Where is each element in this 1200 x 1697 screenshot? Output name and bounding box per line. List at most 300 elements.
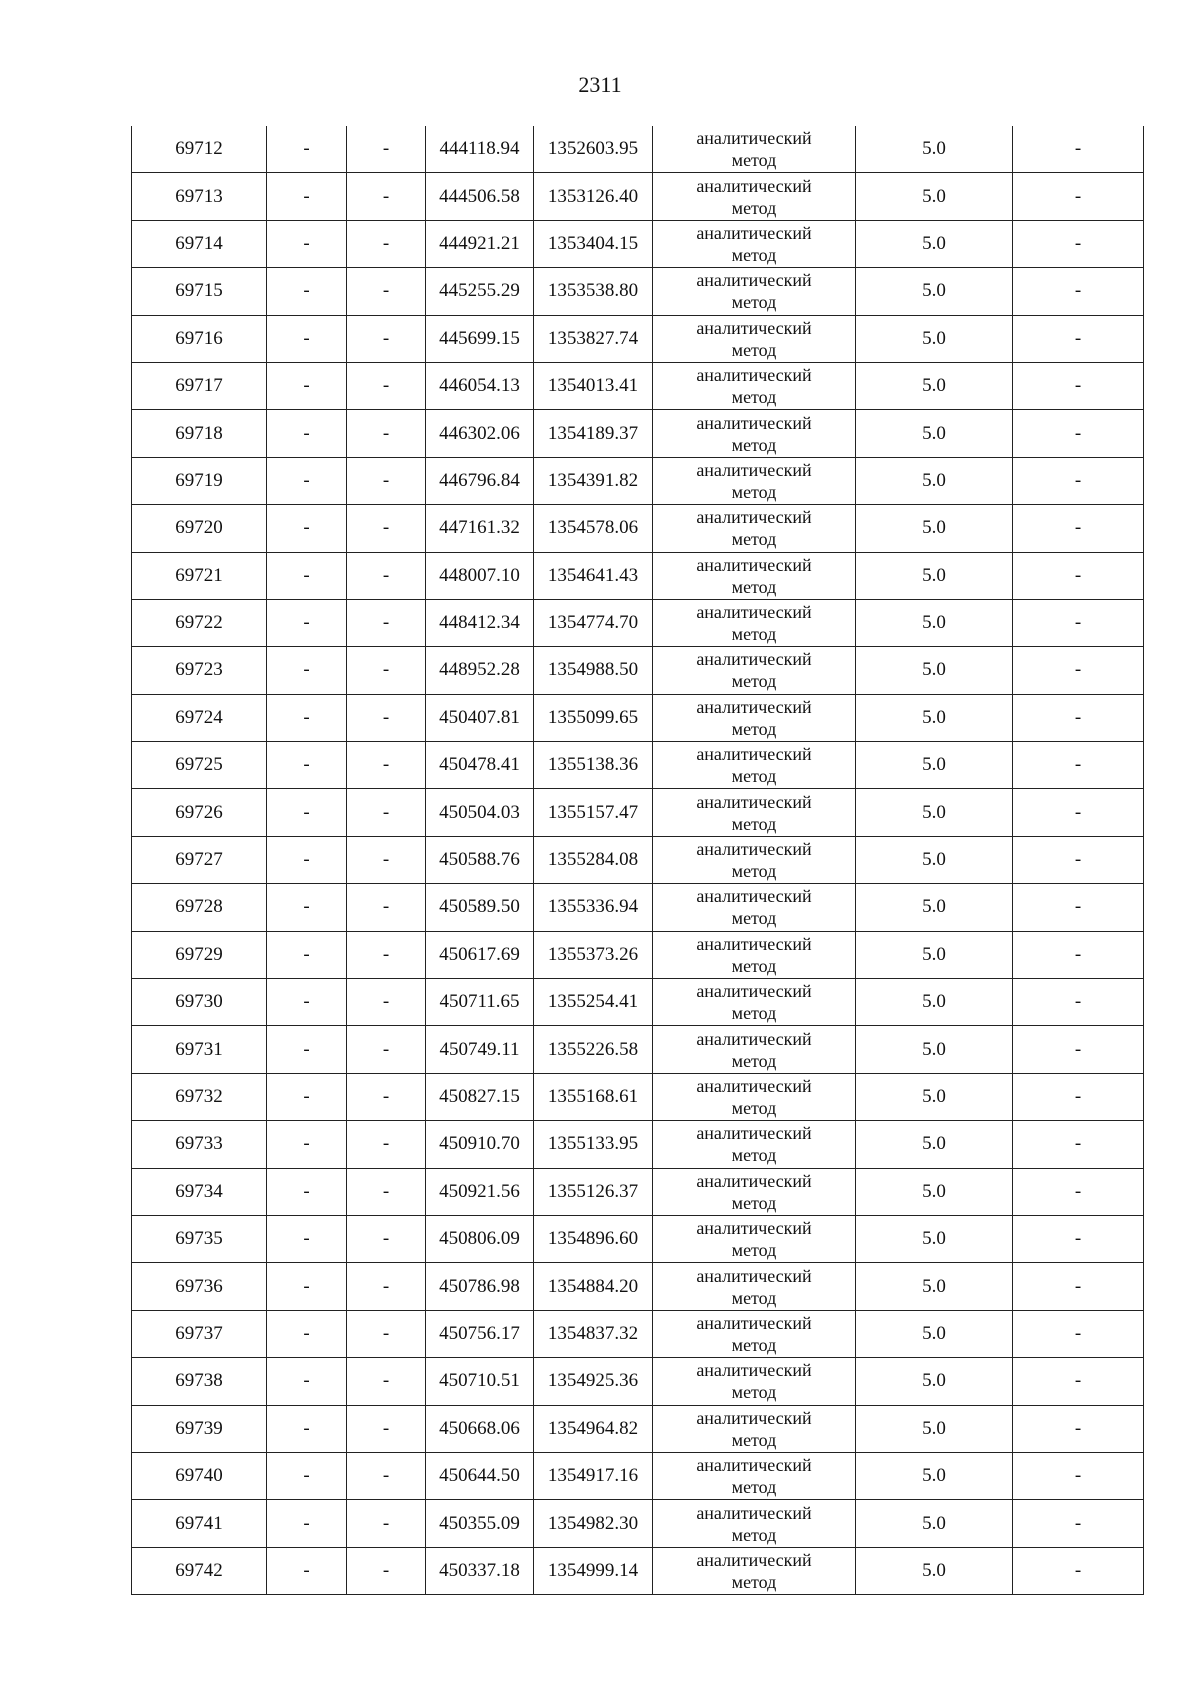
point-number-cell: 69740	[132, 1452, 267, 1499]
method-text: метод	[731, 718, 777, 739]
empty-value-cell: -	[347, 789, 426, 836]
y-coordinate-cell: 1354925.36	[534, 1358, 653, 1405]
method-text: метод	[731, 1003, 777, 1024]
empty-value-cell: -	[347, 1405, 426, 1452]
y-coordinate-cell: 1354774.70	[534, 599, 653, 646]
coordinates-table	[131, 126, 1144, 1595]
y-coordinate-cell: 1355133.95	[534, 1121, 653, 1168]
accuracy-cell: 5.0	[856, 742, 1013, 789]
method-text: метод	[731, 292, 777, 313]
empty-value-cell: -	[267, 742, 347, 789]
method-cell	[653, 742, 856, 789]
point-number-cell: 69724	[132, 694, 267, 741]
accuracy-cell: 5.0	[856, 362, 1013, 409]
table-row	[132, 931, 1144, 978]
accuracy-cell: 5.0	[856, 1121, 1013, 1168]
accuracy-cell: 5.0	[856, 457, 1013, 504]
empty-value-cell: -	[347, 931, 426, 978]
method-text: аналитический	[696, 791, 812, 812]
x-coordinate-cell: 448412.34	[426, 599, 534, 646]
method-text: аналитический	[696, 1360, 812, 1381]
method-text: аналитический	[696, 1455, 812, 1476]
method-text: аналитический	[696, 1028, 812, 1049]
y-coordinate-cell: 1354988.50	[534, 647, 653, 694]
table-row	[132, 552, 1144, 599]
point-number-cell: 69721	[132, 552, 267, 599]
y-coordinate-cell: 1355336.94	[534, 884, 653, 931]
point-number-cell: 69719	[132, 457, 267, 504]
method-text: аналитический	[696, 1218, 812, 1239]
method-text: метод	[731, 1287, 777, 1308]
empty-value-cell: -	[347, 173, 426, 220]
method-text: аналитический	[696, 649, 812, 670]
empty-value-cell: -	[267, 979, 347, 1026]
accuracy-cell: 5.0	[856, 552, 1013, 599]
empty-value-cell: -	[267, 1310, 347, 1357]
point-number-cell: 69716	[132, 315, 267, 362]
empty-value-cell: -	[347, 1310, 426, 1357]
point-number-cell: 69737	[132, 1310, 267, 1357]
x-coordinate-cell: 450668.06	[426, 1405, 534, 1452]
method-text: метод	[731, 1240, 777, 1261]
point-number-cell: 69725	[132, 742, 267, 789]
empty-value-cell: -	[347, 1358, 426, 1405]
y-coordinate-cell: 1354964.82	[534, 1405, 653, 1452]
accuracy-cell: 5.0	[856, 884, 1013, 931]
x-coordinate-cell: 444118.94	[426, 126, 534, 173]
note-cell: -	[1013, 979, 1144, 1026]
y-coordinate-cell: 1353538.80	[534, 268, 653, 315]
point-number-cell: 69722	[132, 599, 267, 646]
accuracy-cell: 5.0	[856, 1405, 1013, 1452]
table-row	[132, 362, 1144, 409]
method-cell	[653, 1168, 856, 1215]
accuracy-cell: 5.0	[856, 315, 1013, 362]
empty-value-cell: -	[267, 1168, 347, 1215]
empty-value-cell: -	[267, 694, 347, 741]
note-cell: -	[1013, 362, 1144, 409]
y-coordinate-cell: 1355126.37	[534, 1168, 653, 1215]
x-coordinate-cell: 450589.50	[426, 884, 534, 931]
empty-value-cell: -	[267, 362, 347, 409]
note-cell: -	[1013, 1547, 1144, 1594]
empty-value-cell: -	[347, 1263, 426, 1310]
x-coordinate-cell: 450504.03	[426, 789, 534, 836]
table-body	[132, 126, 1144, 1595]
table-row	[132, 1547, 1144, 1594]
x-coordinate-cell: 450711.65	[426, 979, 534, 1026]
y-coordinate-cell: 1355373.26	[534, 931, 653, 978]
x-coordinate-cell: 450407.81	[426, 694, 534, 741]
point-number-cell: 69735	[132, 1215, 267, 1262]
method-cell	[653, 315, 856, 362]
x-coordinate-cell: 445255.29	[426, 268, 534, 315]
note-cell: -	[1013, 1073, 1144, 1120]
y-coordinate-cell: 1353404.15	[534, 220, 653, 267]
x-coordinate-cell: 447161.32	[426, 505, 534, 552]
y-coordinate-cell: 1355226.58	[534, 1026, 653, 1073]
empty-value-cell: -	[267, 836, 347, 883]
empty-value-cell: -	[347, 1452, 426, 1499]
empty-value-cell: -	[267, 126, 347, 173]
table-row	[132, 599, 1144, 646]
table-row	[132, 1026, 1144, 1073]
note-cell: -	[1013, 220, 1144, 267]
method-text: метод	[731, 1382, 777, 1403]
accuracy-cell: 5.0	[856, 931, 1013, 978]
accuracy-cell: 5.0	[856, 694, 1013, 741]
method-text: аналитический	[696, 696, 812, 717]
method-text: аналитический	[696, 602, 812, 623]
method-text: метод	[731, 434, 777, 455]
method-cell	[653, 220, 856, 267]
empty-value-cell: -	[267, 410, 347, 457]
method-text: метод	[731, 339, 777, 360]
empty-value-cell: -	[267, 173, 347, 220]
method-cell	[653, 931, 856, 978]
method-cell	[653, 836, 856, 883]
table-row	[132, 457, 1144, 504]
empty-value-cell: -	[267, 220, 347, 267]
method-cell	[653, 884, 856, 931]
note-cell: -	[1013, 1500, 1144, 1547]
empty-value-cell: -	[347, 457, 426, 504]
note-cell: -	[1013, 1026, 1144, 1073]
method-cell	[653, 505, 856, 552]
y-coordinate-cell: 1355284.08	[534, 836, 653, 883]
point-number-cell: 69717	[132, 362, 267, 409]
empty-value-cell: -	[267, 599, 347, 646]
note-cell: -	[1013, 173, 1144, 220]
point-number-cell: 69718	[132, 410, 267, 457]
method-text: аналитический	[696, 222, 812, 243]
point-number-cell: 69715	[132, 268, 267, 315]
y-coordinate-cell: 1354837.32	[534, 1310, 653, 1357]
empty-value-cell: -	[347, 836, 426, 883]
empty-value-cell: -	[347, 126, 426, 173]
method-text: аналитический	[696, 1170, 812, 1191]
y-coordinate-cell: 1352603.95	[534, 126, 653, 173]
x-coordinate-cell: 450710.51	[426, 1358, 534, 1405]
y-coordinate-cell: 1354391.82	[534, 457, 653, 504]
method-text: метод	[731, 1050, 777, 1071]
x-coordinate-cell: 450827.15	[426, 1073, 534, 1120]
accuracy-cell: 5.0	[856, 647, 1013, 694]
method-cell	[653, 1310, 856, 1357]
accuracy-cell: 5.0	[856, 1310, 1013, 1357]
method-text: метод	[731, 624, 777, 645]
accuracy-cell: 5.0	[856, 505, 1013, 552]
point-number-cell: 69741	[132, 1500, 267, 1547]
empty-value-cell: -	[347, 599, 426, 646]
note-cell: -	[1013, 1310, 1144, 1357]
method-text: метод	[731, 766, 777, 787]
method-text: аналитический	[696, 1265, 812, 1286]
accuracy-cell: 5.0	[856, 1168, 1013, 1215]
table-row	[132, 694, 1144, 741]
table-row	[132, 1310, 1144, 1357]
method-text: аналитический	[696, 933, 812, 954]
empty-value-cell: -	[267, 931, 347, 978]
method-cell	[653, 1073, 856, 1120]
accuracy-cell: 5.0	[856, 599, 1013, 646]
empty-value-cell: -	[267, 884, 347, 931]
method-cell	[653, 1405, 856, 1452]
note-cell: -	[1013, 742, 1144, 789]
table-row	[132, 1121, 1144, 1168]
table-row	[132, 789, 1144, 836]
note-cell: -	[1013, 315, 1144, 362]
accuracy-cell: 5.0	[856, 1073, 1013, 1120]
y-coordinate-cell: 1354013.41	[534, 362, 653, 409]
accuracy-cell: 5.0	[856, 979, 1013, 1026]
accuracy-cell: 5.0	[856, 1500, 1013, 1547]
method-text: аналитический	[696, 1407, 812, 1428]
note-cell: -	[1013, 410, 1144, 457]
x-coordinate-cell: 450786.98	[426, 1263, 534, 1310]
x-coordinate-cell: 450478.41	[426, 742, 534, 789]
table-row	[132, 979, 1144, 1026]
method-text: аналитический	[696, 1076, 812, 1096]
method-text: аналитический	[696, 270, 812, 291]
method-text: метод	[731, 529, 777, 550]
method-cell	[653, 126, 856, 173]
empty-value-cell: -	[347, 1215, 426, 1262]
table-row	[132, 1405, 1144, 1452]
method-text: аналитический	[696, 175, 812, 196]
point-number-cell: 69728	[132, 884, 267, 931]
method-cell	[653, 1215, 856, 1262]
accuracy-cell: 5.0	[856, 789, 1013, 836]
method-text: метод	[731, 244, 777, 265]
empty-value-cell: -	[347, 315, 426, 362]
point-number-cell: 69723	[132, 647, 267, 694]
method-cell	[653, 457, 856, 504]
table-row	[132, 647, 1144, 694]
page-number: 2311	[578, 72, 622, 97]
table-row	[132, 268, 1144, 315]
method-text: метод	[731, 861, 777, 882]
empty-value-cell: -	[347, 268, 426, 315]
y-coordinate-cell: 1355157.47	[534, 789, 653, 836]
y-coordinate-cell: 1355254.41	[534, 979, 653, 1026]
x-coordinate-cell: 444506.58	[426, 173, 534, 220]
point-number-cell: 69733	[132, 1121, 267, 1168]
note-cell: -	[1013, 1405, 1144, 1452]
method-cell	[653, 789, 856, 836]
empty-value-cell: -	[267, 505, 347, 552]
note-cell: -	[1013, 1263, 1144, 1310]
table-row	[132, 836, 1144, 883]
method-text: метод	[731, 1334, 777, 1355]
y-coordinate-cell: 1355138.36	[534, 742, 653, 789]
x-coordinate-cell: 448952.28	[426, 647, 534, 694]
note-cell: -	[1013, 1452, 1144, 1499]
empty-value-cell: -	[267, 1121, 347, 1168]
method-text: метод	[731, 150, 777, 171]
method-text: аналитический	[696, 839, 812, 860]
x-coordinate-cell: 450756.17	[426, 1310, 534, 1357]
y-coordinate-cell: 1354884.20	[534, 1263, 653, 1310]
y-coordinate-cell: 1354578.06	[534, 505, 653, 552]
method-text: метод	[731, 671, 777, 692]
empty-value-cell: -	[347, 1121, 426, 1168]
empty-value-cell: -	[267, 789, 347, 836]
point-number-cell: 69734	[132, 1168, 267, 1215]
accuracy-cell: 5.0	[856, 1358, 1013, 1405]
point-number-cell: 69730	[132, 979, 267, 1026]
empty-value-cell: -	[267, 1547, 347, 1594]
y-coordinate-cell: 1354896.60	[534, 1215, 653, 1262]
y-coordinate-cell: 1354999.14	[534, 1547, 653, 1594]
x-coordinate-cell: 450749.11	[426, 1026, 534, 1073]
method-cell	[653, 1547, 856, 1594]
table-row	[132, 126, 1144, 173]
empty-value-cell: -	[347, 1026, 426, 1073]
accuracy-cell: 5.0	[856, 220, 1013, 267]
empty-value-cell: -	[267, 1215, 347, 1262]
table-row	[132, 742, 1144, 789]
note-cell: -	[1013, 505, 1144, 552]
method-cell	[653, 1358, 856, 1405]
empty-value-cell: -	[347, 410, 426, 457]
point-number-cell: 69736	[132, 1263, 267, 1310]
method-text: метод	[731, 1429, 777, 1450]
method-cell	[653, 173, 856, 220]
method-text: аналитический	[696, 459, 812, 480]
y-coordinate-cell: 1353126.40	[534, 173, 653, 220]
method-text: аналитический	[696, 365, 812, 386]
empty-value-cell: -	[267, 1452, 347, 1499]
method-text: аналитический	[696, 886, 812, 907]
point-number-cell: 69742	[132, 1547, 267, 1594]
x-coordinate-cell: 445699.15	[426, 315, 534, 362]
y-coordinate-cell: 1355099.65	[534, 694, 653, 741]
x-coordinate-cell: 446054.13	[426, 362, 534, 409]
table-row	[132, 220, 1144, 267]
method-text: аналитический	[696, 412, 812, 433]
method-cell	[653, 694, 856, 741]
method-cell	[653, 362, 856, 409]
x-coordinate-cell: 450588.76	[426, 836, 534, 883]
empty-value-cell: -	[267, 268, 347, 315]
method-cell	[653, 552, 856, 599]
point-number-cell: 69739	[132, 1405, 267, 1452]
x-coordinate-cell: 450644.50	[426, 1452, 534, 1499]
accuracy-cell: 5.0	[856, 126, 1013, 173]
method-text: аналитический	[696, 317, 812, 338]
method-text: метод	[731, 387, 777, 408]
point-number-cell: 69726	[132, 789, 267, 836]
table-row	[132, 1168, 1144, 1215]
method-cell	[653, 647, 856, 694]
note-cell: -	[1013, 552, 1144, 599]
empty-value-cell: -	[347, 647, 426, 694]
method-text: аналитический	[696, 128, 812, 149]
method-text: метод	[731, 1477, 777, 1498]
note-cell: -	[1013, 457, 1144, 504]
note-cell: -	[1013, 268, 1144, 315]
x-coordinate-cell: 450921.56	[426, 1168, 534, 1215]
method-cell	[653, 1121, 856, 1168]
method-text: метод	[731, 813, 777, 834]
x-coordinate-cell: 446796.84	[426, 457, 534, 504]
empty-value-cell: -	[347, 1547, 426, 1594]
empty-value-cell: -	[347, 362, 426, 409]
accuracy-cell: 5.0	[856, 836, 1013, 883]
x-coordinate-cell: 450617.69	[426, 931, 534, 978]
table-row	[132, 884, 1144, 931]
method-cell	[653, 979, 856, 1026]
accuracy-cell: 5.0	[856, 1263, 1013, 1310]
empty-value-cell: -	[267, 315, 347, 362]
note-cell: -	[1013, 599, 1144, 646]
note-cell: -	[1013, 694, 1144, 741]
note-cell: -	[1013, 1121, 1144, 1168]
table-row	[132, 1452, 1144, 1499]
y-coordinate-cell: 1354189.37	[534, 410, 653, 457]
x-coordinate-cell: 450337.18	[426, 1547, 534, 1594]
point-number-cell: 69720	[132, 505, 267, 552]
x-coordinate-cell: 448007.10	[426, 552, 534, 599]
table-row	[132, 1358, 1144, 1405]
empty-value-cell: -	[347, 552, 426, 599]
method-text: метод	[731, 1098, 777, 1118]
method-cell	[653, 599, 856, 646]
method-text: метод	[731, 481, 777, 502]
method-text: аналитический	[696, 981, 812, 1002]
empty-value-cell: -	[267, 647, 347, 694]
table-row	[132, 1500, 1144, 1547]
point-number-cell: 69727	[132, 836, 267, 883]
method-text: метод	[731, 908, 777, 929]
method-text: аналитический	[696, 1312, 812, 1333]
point-number-cell: 69713	[132, 173, 267, 220]
x-coordinate-cell: 446302.06	[426, 410, 534, 457]
method-text: метод	[731, 1524, 777, 1545]
method-text: аналитический	[696, 1549, 812, 1570]
empty-value-cell: -	[347, 884, 426, 931]
empty-value-cell: -	[347, 1168, 426, 1215]
method-cell	[653, 268, 856, 315]
note-cell: -	[1013, 836, 1144, 883]
note-cell: -	[1013, 1215, 1144, 1262]
y-coordinate-cell: 1354982.30	[534, 1500, 653, 1547]
method-cell	[653, 1263, 856, 1310]
note-cell: -	[1013, 1358, 1144, 1405]
point-number-cell: 69731	[132, 1026, 267, 1073]
empty-value-cell: -	[267, 1073, 347, 1120]
empty-value-cell: -	[347, 220, 426, 267]
method-text: аналитический	[696, 507, 812, 528]
note-cell: -	[1013, 789, 1144, 836]
point-number-cell: 69738	[132, 1358, 267, 1405]
y-coordinate-cell: 1354917.16	[534, 1452, 653, 1499]
table-row	[132, 315, 1144, 362]
method-cell	[653, 1452, 856, 1499]
note-cell: -	[1013, 126, 1144, 173]
method-text: метод	[731, 1145, 777, 1166]
empty-value-cell: -	[267, 457, 347, 504]
empty-value-cell: -	[267, 1500, 347, 1547]
accuracy-cell: 5.0	[856, 1547, 1013, 1594]
point-number-cell: 69712	[132, 126, 267, 173]
table-row	[132, 1215, 1144, 1262]
x-coordinate-cell: 450910.70	[426, 1121, 534, 1168]
empty-value-cell: -	[267, 1405, 347, 1452]
method-text: метод	[731, 1571, 777, 1592]
accuracy-cell: 5.0	[856, 268, 1013, 315]
